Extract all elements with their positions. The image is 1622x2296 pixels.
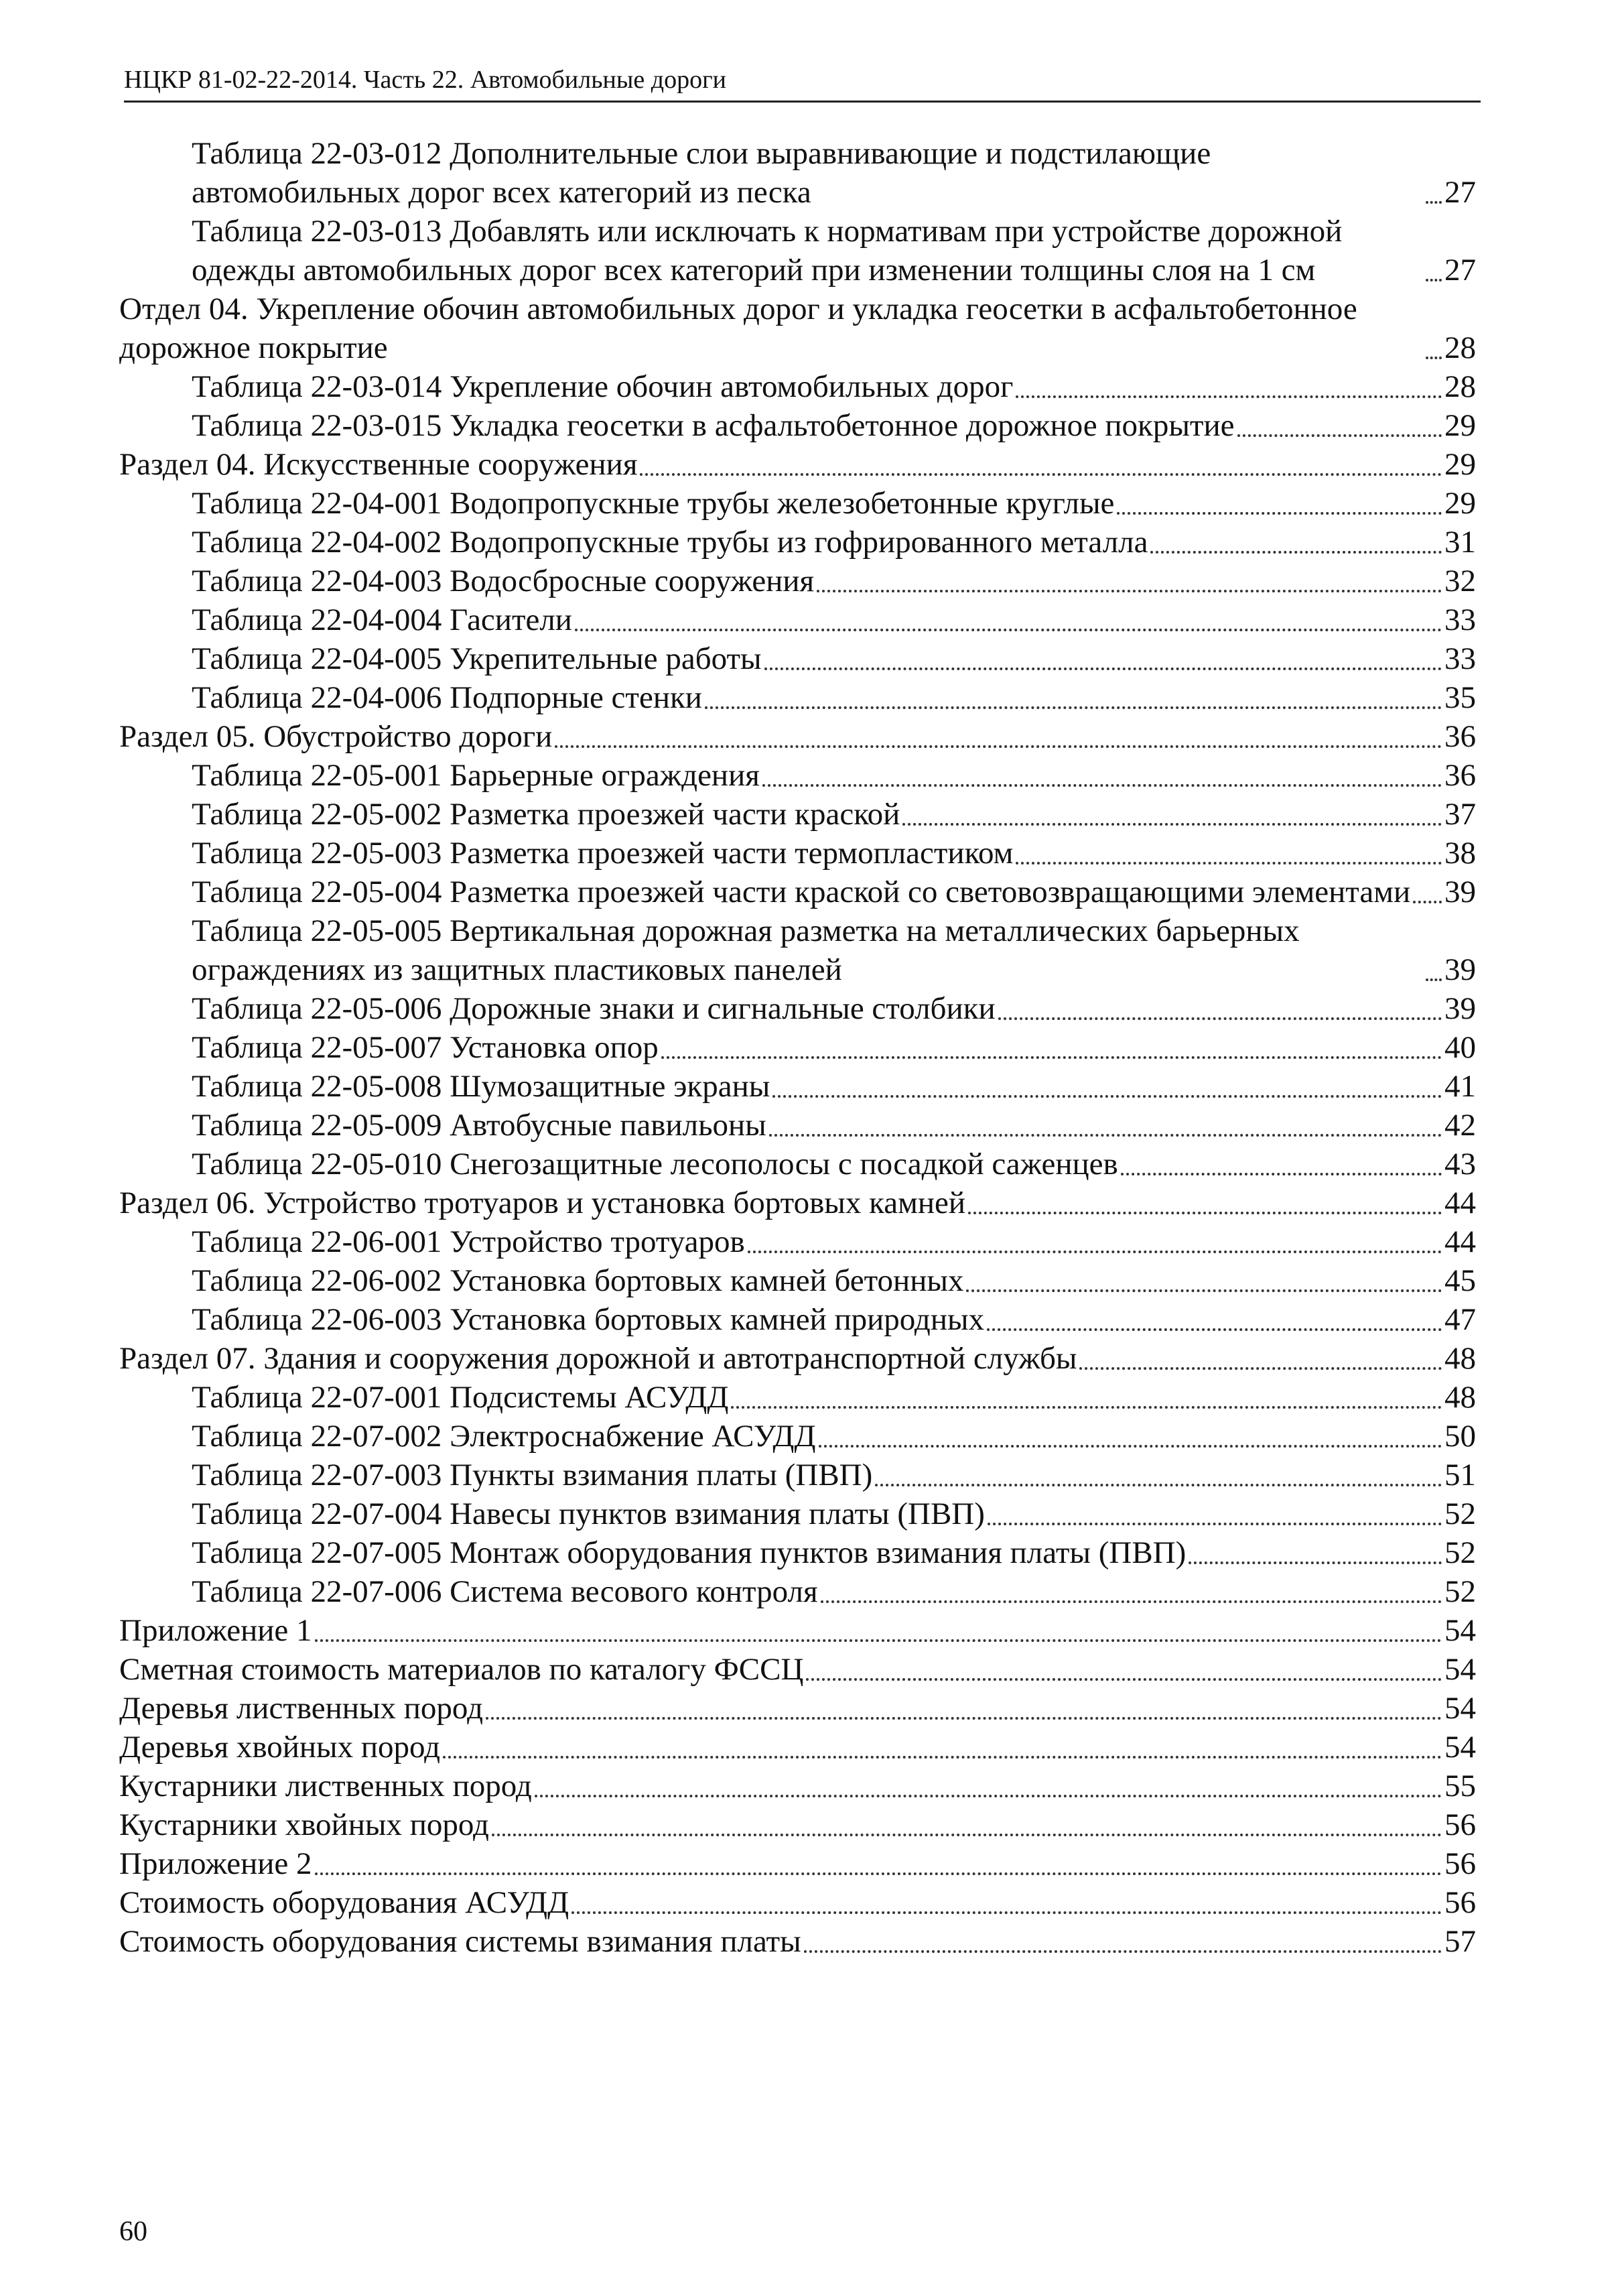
running-header: НЦКР 81-02-22-2014. Часть 22. Автомобильные дороги: [124, 67, 1481, 103]
dot-leader: [661, 1056, 1442, 1059]
toc-table-entry[interactable]: [119, 1456, 1476, 1494]
toc-section-entry[interactable]: [119, 1184, 1476, 1222]
toc-section-entry[interactable]: [119, 1922, 1476, 1961]
toc-entry-page: 36: [1444, 719, 1476, 754]
dot-leader: [315, 1639, 1442, 1642]
toc-entry-page: 51: [1444, 1458, 1476, 1492]
toc-table-entry[interactable]: [119, 1067, 1476, 1106]
dot-leader: [762, 784, 1442, 787]
toc-entry-title: Таблица 22-03-014 Укрепление обочин автомобильных дорог: [192, 369, 1014, 404]
dot-leader: [819, 1445, 1442, 1448]
toc-section-entry[interactable]: [119, 1767, 1476, 1805]
toc-entry-title: Отдел 04. Укрепление обочин автомобильных дорог и укладка геосетки в асфальтобетонное дорожное покрытие: [119, 292, 1357, 365]
toc-entry-title: Деревья лиственных пород: [119, 1691, 483, 1726]
page-number: 60: [119, 2216, 147, 2247]
toc-table-entry[interactable]: [119, 1378, 1476, 1417]
toc-entry-title: Таблица 22-03-013 Добавлять или исключать к нормативам при устройстве дорожной одежды автомобильных дорог всех категорий при изменении толщины слоя на 1 см: [192, 214, 1343, 288]
toc-section-entry[interactable]: [119, 290, 1476, 367]
toc-entry-page: 57: [1444, 1924, 1476, 1959]
toc-entry-page: 43: [1444, 1147, 1476, 1182]
toc-entry-page: 40: [1444, 1030, 1476, 1065]
toc-section-entry[interactable]: [119, 1844, 1476, 1883]
toc-table-entry[interactable]: [119, 134, 1476, 212]
dot-leader: [315, 1872, 1442, 1875]
toc-entry-page: 54: [1444, 1730, 1476, 1765]
toc-entry-title: Таблица 22-07-004 Навесы пунктов взимания платы (ПВП): [192, 1496, 985, 1531]
toc-entry-page: 50: [1444, 1419, 1476, 1454]
toc-entry-title: Раздел 07. Здания и сооружения дорожной и автотранспортной службы: [119, 1341, 1077, 1376]
toc-entry-page: 29: [1444, 447, 1476, 482]
toc-entry-title: Таблица 22-07-006 Система весового контроля: [192, 1574, 818, 1609]
dot-leader: [1189, 1561, 1442, 1564]
toc-table-entry[interactable]: [119, 367, 1476, 406]
toc-entry-title: Таблица 22-05-010 Снегозащитные лесополосы с посадкой саженцев: [192, 1147, 1118, 1182]
toc-entry-page: 32: [1444, 564, 1476, 598]
toc-table-entry[interactable]: [119, 484, 1476, 523]
toc-entry-page: 48: [1444, 1380, 1476, 1415]
toc-entry-page: 44: [1444, 1224, 1476, 1259]
toc-entry-page: 29: [1444, 408, 1476, 443]
toc-table-entry[interactable]: [119, 639, 1476, 678]
toc-entry-title: Кустарники лиственных пород: [119, 1769, 532, 1803]
dot-leader: [1426, 201, 1442, 204]
toc-entry-page: 56: [1444, 1807, 1476, 1842]
dot-leader: [1117, 512, 1442, 515]
toc-table-entry[interactable]: [119, 1145, 1476, 1184]
toc-entry-page: 54: [1444, 1613, 1476, 1648]
toc-entry-title: Таблица 22-06-002 Установка бортовых камней бетонных: [192, 1263, 964, 1298]
toc-entry-title: Таблица 22-05-005 Вертикальная дорожная разметка на металлических барьерных ограждениях из защитных пластиковых панелей: [192, 913, 1300, 987]
toc-table-entry[interactable]: [119, 756, 1476, 795]
toc-entry-title: Таблица 22-04-001 Водопропускные трубы железобетонные круглые: [192, 486, 1115, 521]
dot-leader: [705, 706, 1442, 709]
toc-entry-page: 48: [1444, 1341, 1476, 1376]
toc-entry-title: Приложение 1: [119, 1613, 312, 1648]
toc-table-entry[interactable]: [119, 562, 1476, 600]
dot-leader: [817, 590, 1442, 592]
toc-table-entry[interactable]: [119, 1028, 1476, 1067]
toc-entry-title: Таблица 22-05-007 Установка опор: [192, 1030, 659, 1065]
toc-entry-title: Приложение 2: [119, 1846, 312, 1881]
dot-leader: [1426, 978, 1442, 981]
toc-entry-title: Стоимость оборудования АСУДД: [119, 1885, 569, 1920]
dot-leader: [902, 823, 1442, 826]
toc-entry-page: 47: [1444, 1302, 1476, 1337]
toc-section-entry[interactable]: [119, 1728, 1476, 1767]
dot-leader: [640, 473, 1442, 476]
dot-leader: [535, 1795, 1442, 1797]
toc-entry-page: 42: [1444, 1108, 1476, 1143]
toc-entry-title: Таблица 22-05-004 Разметка проезжей части краской со световозвращающими элементами: [192, 875, 1411, 909]
toc-table-entry[interactable]: [119, 1300, 1476, 1339]
dot-leader: [875, 1484, 1442, 1486]
toc-entry-title: Таблица 22-06-003 Установка бортовых камней природных: [192, 1302, 985, 1337]
toc-section-entry[interactable]: [119, 717, 1476, 756]
toc-entry-title: Таблица 22-04-002 Водопропускные трубы из гофрированного металла: [192, 525, 1148, 560]
dot-leader: [764, 667, 1442, 670]
toc-entry-title: Стоимость оборудования системы взимания платы: [119, 1924, 801, 1959]
toc-table-entry[interactable]: [119, 678, 1476, 717]
toc-entry-title: Таблица 22-06-001 Устройство тротуаров: [192, 1224, 745, 1259]
toc-entry-title: Таблица 22-05-009 Автобусные павильоны: [192, 1108, 766, 1143]
dot-leader: [1079, 1367, 1442, 1370]
toc-entry-title: Раздел 04. Искусственные сооружения: [119, 447, 638, 482]
toc-entry-title: Раздел 06. Устройство тротуаров и установка бортовых камней: [119, 1186, 966, 1220]
toc-entry-title: Таблица 22-03-015 Укладка геосетки в асфальтобетонное дорожное покрытие: [192, 408, 1235, 443]
toc-entry-page: 45: [1444, 1263, 1476, 1298]
toc-entry-page: 37: [1444, 797, 1476, 832]
toc-section-entry[interactable]: [119, 1689, 1476, 1728]
toc-entry-page: 33: [1444, 602, 1476, 637]
toc-table-entry[interactable]: [119, 989, 1476, 1028]
dot-leader: [1121, 1173, 1442, 1175]
toc-entry-page: 28: [1444, 330, 1476, 365]
toc-section-entry[interactable]: [119, 1611, 1476, 1650]
toc-entry-title: Таблица 22-04-006 Подпорные стенки: [192, 680, 702, 715]
toc-entry-title: Таблица 22-07-003 Пункты взимания платы (ПВП): [192, 1458, 873, 1492]
toc-entry-title: Таблица 22-04-004 Гасители: [192, 602, 572, 637]
toc-entry-page: 27: [1444, 175, 1476, 210]
dot-leader: [486, 1717, 1442, 1720]
toc-table-entry[interactable]: [119, 523, 1476, 562]
toc-entry-page: 54: [1444, 1652, 1476, 1687]
toc-section-entry[interactable]: [119, 1883, 1476, 1922]
dot-leader: [806, 1678, 1442, 1681]
toc-entry-page: 52: [1444, 1535, 1476, 1570]
toc-entry-page: 39: [1444, 952, 1476, 987]
toc-entry-page: 41: [1444, 1069, 1476, 1104]
toc-entry-title: Деревья хвойных пород: [119, 1730, 441, 1765]
toc-entry-title: Таблица 22-05-001 Барьерные ограждения: [192, 758, 760, 793]
toc-table-entry[interactable]: [119, 1261, 1476, 1300]
toc-entry-page: 52: [1444, 1574, 1476, 1609]
toc-entry-page: 31: [1444, 525, 1476, 560]
toc-entry-page: 52: [1444, 1496, 1476, 1531]
dot-leader: [968, 1212, 1442, 1214]
toc-entry-title: Сметная стоимость материалов по каталогу ФССЦ: [119, 1652, 804, 1687]
toc-entry-title: Таблица 22-07-001 Подсистемы АСУДД: [192, 1380, 729, 1415]
toc-table-entry[interactable]: [119, 1417, 1476, 1456]
dot-leader: [748, 1251, 1442, 1253]
toc-table-entry[interactable]: [119, 873, 1476, 911]
dot-leader: [1016, 395, 1442, 398]
dot-leader: [1150, 551, 1442, 554]
toc-entry-page: 35: [1444, 680, 1476, 715]
toc-table-entry[interactable]: [119, 406, 1476, 445]
dot-leader: [575, 629, 1442, 631]
toc-entry-title: Таблица 22-03-012 Дополнительные слои выравнивающие и подстилающие автомобильных дорог всех категорий из песка: [192, 136, 1211, 210]
toc-entry-page: 36: [1444, 758, 1476, 793]
toc-entry-page: 33: [1444, 641, 1476, 676]
toc-table-entry[interactable]: [119, 834, 1476, 873]
toc-entry-title: Таблица 22-05-003 Разметка проезжей части термопластиком: [192, 836, 1014, 871]
toc-entry-title: Кустарники хвойных пород: [119, 1807, 489, 1842]
dot-leader: [988, 1523, 1442, 1525]
toc-table-entry[interactable]: [119, 212, 1476, 290]
dot-leader: [987, 1328, 1442, 1331]
toc-entry-page: 27: [1444, 253, 1476, 288]
toc-entry-page: 56: [1444, 1885, 1476, 1920]
dot-leader: [571, 1911, 1442, 1914]
toc-entry-title: Таблица 22-05-002 Разметка проезжей части краской: [192, 797, 900, 832]
toc-entry-title: Раздел 05. Обустройство дороги: [119, 719, 553, 754]
toc-table-entry[interactable]: [119, 1494, 1476, 1533]
toc-entry-page: 54: [1444, 1691, 1476, 1726]
toc-entry-title: Таблица 22-05-006 Дорожные знаки и сигнальные столбики: [192, 991, 996, 1026]
dot-leader: [1237, 434, 1442, 437]
dot-leader: [1426, 279, 1442, 281]
toc-entry-title: Таблица 22-07-002 Электроснабжение АСУДД: [192, 1419, 816, 1454]
dot-leader: [731, 1406, 1442, 1409]
dot-leader: [772, 1095, 1442, 1098]
toc-table-entry[interactable]: [119, 1222, 1476, 1261]
toc-table-entry[interactable]: [119, 795, 1476, 834]
dot-leader: [769, 1134, 1442, 1137]
toc-entry-page: 39: [1444, 875, 1476, 909]
dot-leader: [443, 1756, 1442, 1759]
toc-section-entry[interactable]: [119, 1805, 1476, 1844]
toc-entry-page: 39: [1444, 991, 1476, 1026]
toc-section-entry[interactable]: [119, 1339, 1476, 1378]
dot-leader: [998, 1017, 1442, 1020]
toc-entry-page: 38: [1444, 836, 1476, 871]
toc-entry-title: Таблица 22-04-005 Укрепительные работы: [192, 641, 762, 676]
toc-entry-title: Таблица 22-05-008 Шумозащитные экраны: [192, 1069, 770, 1104]
dot-leader: [492, 1834, 1442, 1836]
dot-leader: [804, 1950, 1442, 1953]
table-of-contents: [119, 134, 1476, 1961]
dot-leader: [555, 745, 1442, 748]
toc-entry-page: 28: [1444, 369, 1476, 404]
dot-leader: [1016, 862, 1442, 865]
dot-leader: [1413, 901, 1442, 903]
toc-entry-page: 44: [1444, 1186, 1476, 1220]
toc-entry-page: 55: [1444, 1769, 1476, 1803]
dot-leader: [821, 1600, 1442, 1603]
toc-table-entry[interactable]: [119, 1533, 1476, 1572]
toc-entry-page: 56: [1444, 1846, 1476, 1881]
toc-section-entry[interactable]: [119, 1650, 1476, 1689]
toc-table-entry[interactable]: [119, 600, 1476, 639]
toc-table-entry[interactable]: [119, 911, 1476, 989]
toc-entry-title: Таблица 22-04-003 Водосбросные сооружения: [192, 564, 815, 598]
toc-entry-title: Таблица 22-07-005 Монтаж оборудования пунктов взимания платы (ПВП): [192, 1535, 1187, 1570]
dot-leader: [1426, 357, 1442, 359]
toc-section-entry[interactable]: [119, 445, 1476, 484]
dot-leader: [966, 1289, 1442, 1292]
toc-table-entry[interactable]: [119, 1106, 1476, 1145]
toc-table-entry[interactable]: [119, 1572, 1476, 1611]
toc-entry-page: 29: [1444, 486, 1476, 521]
